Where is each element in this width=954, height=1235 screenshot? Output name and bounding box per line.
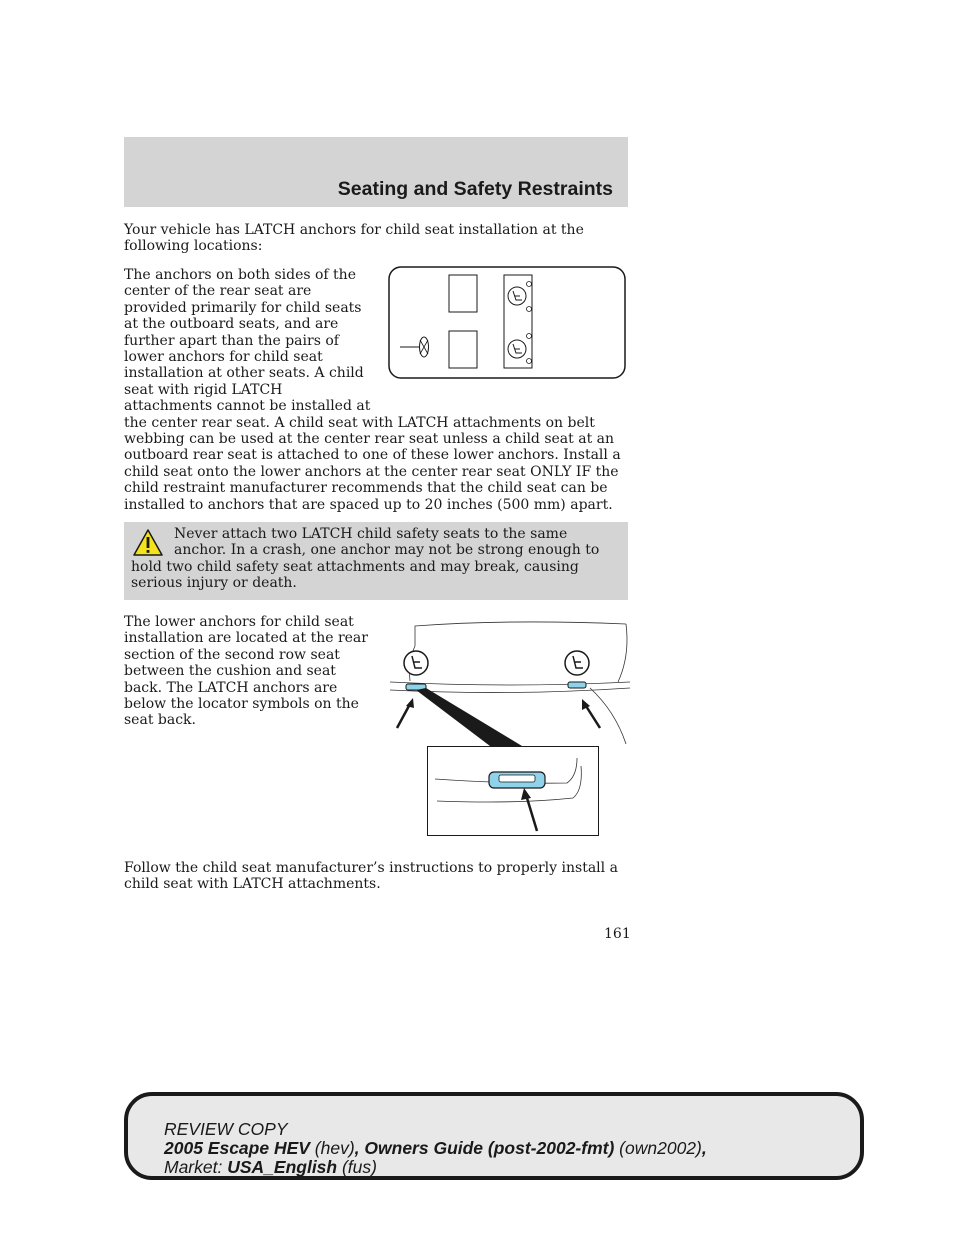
lower-anchor-paragraph: The lower anchors for child seat installation are located at the rear section of the second row seat between the cushion and seat back. The LATCH anchors are below the locator symbols on the seat back.	[124, 614, 368, 729]
footer-document-line: 2005 Escape HEV (hev), Owners Guide (post-2002-fmt) (own2002),	[164, 1138, 707, 1158]
intro-paragraph: Your vehicle has LATCH anchors for child seat installation at the following locations:	[124, 222, 584, 255]
warning-triangle-icon	[132, 528, 164, 558]
footer-text	[164, 1120, 707, 1177]
seat-back-latch-diagram	[390, 616, 630, 746]
footer-market-line: Market: USA_English (fus)	[164, 1157, 377, 1177]
warning-box	[124, 522, 628, 600]
section-title: Seating and Safety Restraints	[337, 178, 613, 200]
warning-text: Never attach two LATCH child safety seats to the same anchor. In a crash, one anchor may not be strong enough to hold two child safety seat attachments and may break, causing serious injury or death.	[131, 526, 600, 592]
anchor-location-paragraph	[124, 267, 629, 513]
manufacturer-instructions-paragraph: Follow the child seat manufacturer’s instructions to properly install a child seat with LATCH attachments.	[124, 860, 618, 893]
section-header-band	[124, 137, 628, 207]
review-copy-footer	[124, 1092, 864, 1180]
review-copy-label: REVIEW COPY	[164, 1119, 288, 1139]
child-seat-locator-icon	[565, 651, 589, 675]
child-seat-locator-icon	[404, 651, 428, 675]
page-number: 161	[604, 926, 631, 942]
figure-space	[371, 267, 629, 401]
latch-anchor-closeup	[427, 746, 599, 836]
anchor-location-text: The anchors on both sides of the center of the rear seat are provided primarily for child seats at the outboard seats, and are further apart than the pairs of lower anchors for child seat installation at other seats. A child seat with rigid LATCH attachments cannot be installed at the center rear seat. A child seat with LATCH attachments on belt webbing can be used at the center rear seat unless a child seat at an outboard rear seat is attached to one of these lower anchors. Install a child seat onto the lower anchors at the center rear seat ONLY IF the child restraint manufacturer recommends that the child seat can be installed to anchors that are spaced up to 20 inches (500 mm) apart.	[124, 267, 621, 513]
